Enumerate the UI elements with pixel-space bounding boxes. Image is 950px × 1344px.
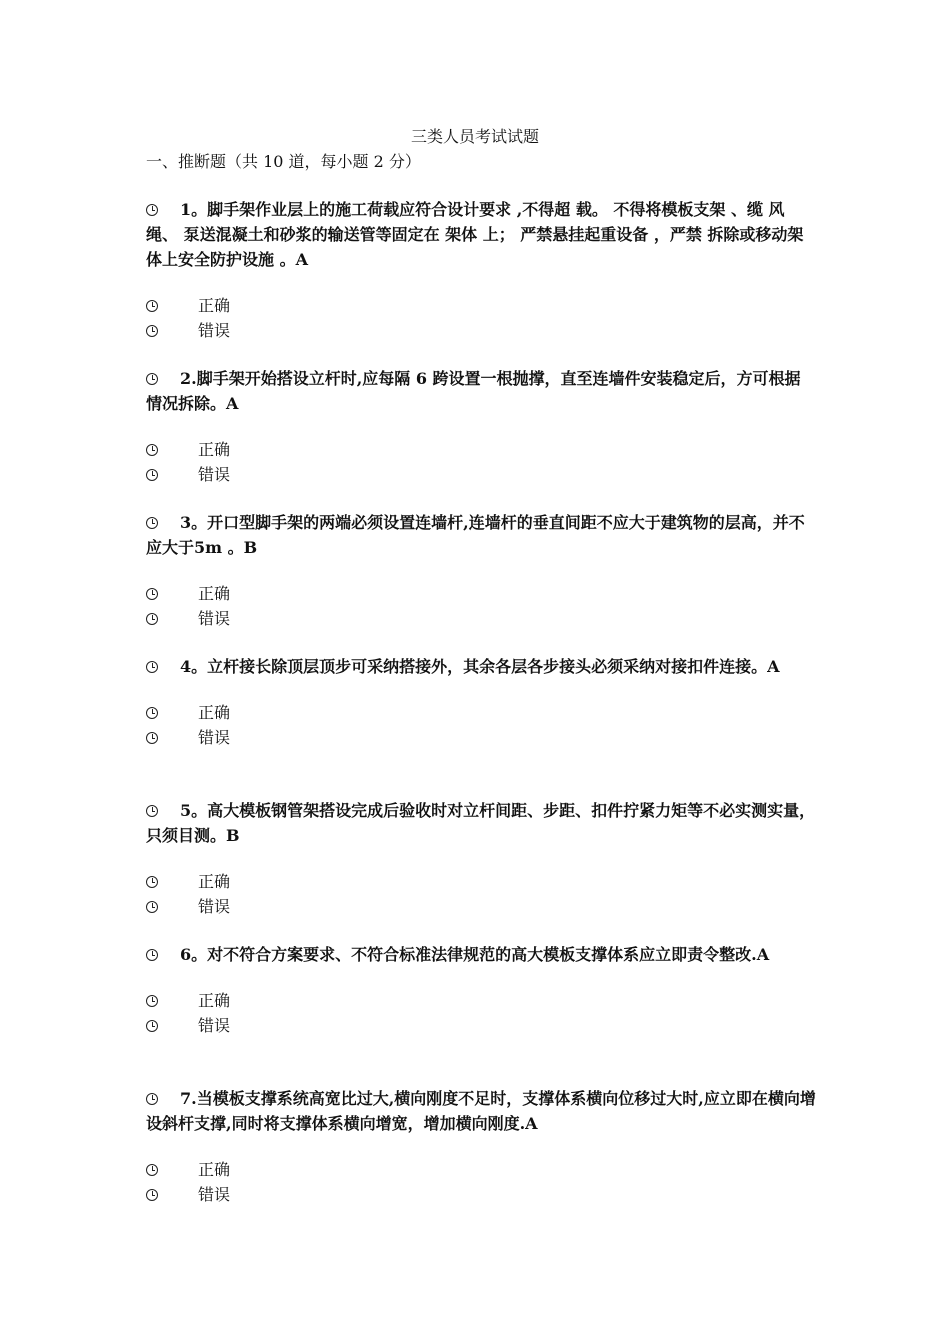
option-label: 错误 bbox=[198, 465, 231, 484]
answer-options bbox=[146, 437, 816, 487]
option-label: 正确 bbox=[198, 440, 231, 459]
answer-options bbox=[146, 293, 816, 343]
option-label: 正确 bbox=[198, 584, 231, 603]
clock-icon bbox=[146, 732, 158, 744]
option-label: 正确 bbox=[198, 991, 231, 1010]
option-label: 正确 bbox=[198, 296, 231, 315]
clock-icon bbox=[146, 300, 158, 312]
clock-icon bbox=[146, 1020, 158, 1032]
option-correct[interactable] bbox=[146, 437, 816, 462]
clock-icon bbox=[146, 901, 158, 913]
clock-icon bbox=[146, 325, 158, 337]
option-correct[interactable] bbox=[146, 581, 816, 606]
question-text: 3。开口型脚手架的两端必须设置连墙杆,连墙杆的垂直间距不应大于建筑物的层高，并不应大于5m 。B bbox=[146, 513, 805, 557]
question-text: 1。脚手架作业层上的施工荷载应符合设计要求 ,不得超 载。 不得将模板支架 、缆 风绳、 泵送混凝土和砂浆的输送管等固定在 架体 上； 严禁悬挂起重设备 ，严禁 拆除或移动架 体上安全防护设施 。A bbox=[146, 200, 804, 269]
question-4 bbox=[146, 654, 816, 750]
question-text: 6。对不符合方案要求、不符合标准法律规范的高大模板支撑体系应立即责令整改.A bbox=[180, 945, 770, 964]
clock-icon bbox=[146, 204, 158, 216]
question-6 bbox=[146, 942, 816, 1038]
clock-icon bbox=[146, 661, 158, 673]
option-label: 正确 bbox=[198, 1160, 231, 1179]
question-text: 7.当模板支撑系统高宽比过大,横向刚度不足时，支撑体系横向位移过大时,应立即在横向增设斜杆支撑,同时将支撑体系横向增宽，增加横向刚度.A bbox=[146, 1089, 816, 1133]
option-correct[interactable] bbox=[146, 700, 816, 725]
option-wrong[interactable] bbox=[146, 1182, 816, 1207]
question-7 bbox=[146, 1086, 816, 1207]
clock-icon bbox=[146, 1164, 158, 1176]
question-text: 5。高大模板钢管架搭设完成后验收时对立杆间距、步距、扣件拧紧力矩等不必实测实量，只须目测。B bbox=[146, 801, 816, 845]
question-5 bbox=[146, 798, 816, 919]
option-label: 错误 bbox=[198, 609, 231, 628]
option-label: 错误 bbox=[198, 321, 231, 340]
answer-options bbox=[146, 700, 816, 750]
clock-icon bbox=[146, 876, 158, 888]
clock-icon bbox=[146, 588, 158, 600]
option-label: 正确 bbox=[198, 872, 231, 891]
option-label: 正确 bbox=[198, 703, 231, 722]
question-1 bbox=[146, 197, 816, 343]
option-label: 错误 bbox=[198, 728, 231, 747]
option-correct[interactable] bbox=[146, 869, 816, 894]
option-correct[interactable] bbox=[146, 293, 816, 318]
clock-icon bbox=[146, 805, 158, 817]
question-text: 4。立杆接长除顶层顶步可采纳搭接外，其余各层各步接头必须采纳对接扣件连接。A bbox=[180, 657, 780, 676]
option-wrong[interactable] bbox=[146, 725, 816, 750]
document-title: 三类人员考试试题 bbox=[410, 127, 539, 146]
option-label: 错误 bbox=[198, 1185, 231, 1204]
option-wrong[interactable] bbox=[146, 318, 816, 343]
option-wrong[interactable] bbox=[146, 1013, 816, 1038]
question-text: 2.脚手架开始搭设立杆时,应每隔 6 跨设置一根抛撑，直至连墙件安装稳定后，方可根据情况拆除。A bbox=[146, 369, 801, 413]
clock-icon bbox=[146, 444, 158, 456]
option-label: 错误 bbox=[198, 897, 231, 916]
option-correct[interactable] bbox=[146, 1157, 816, 1182]
option-correct[interactable] bbox=[146, 988, 816, 1013]
clock-icon bbox=[146, 613, 158, 625]
answer-options bbox=[146, 581, 816, 631]
question-2 bbox=[146, 366, 816, 487]
option-label: 错误 bbox=[198, 1016, 231, 1035]
clock-icon bbox=[146, 1189, 158, 1201]
clock-icon bbox=[146, 707, 158, 719]
clock-icon bbox=[146, 995, 158, 1007]
clock-icon bbox=[146, 1093, 158, 1105]
section-title: 一、推断题（共 10 道，每小题 2 分） bbox=[146, 152, 421, 171]
answer-options bbox=[146, 988, 816, 1038]
clock-icon bbox=[146, 517, 158, 529]
clock-icon bbox=[146, 949, 158, 961]
answer-options bbox=[146, 1157, 816, 1207]
question-3 bbox=[146, 510, 816, 631]
answer-options bbox=[146, 869, 816, 919]
option-wrong[interactable] bbox=[146, 894, 816, 919]
clock-icon bbox=[146, 469, 158, 481]
option-wrong[interactable] bbox=[146, 462, 816, 487]
clock-icon bbox=[146, 373, 158, 385]
option-wrong[interactable] bbox=[146, 606, 816, 631]
